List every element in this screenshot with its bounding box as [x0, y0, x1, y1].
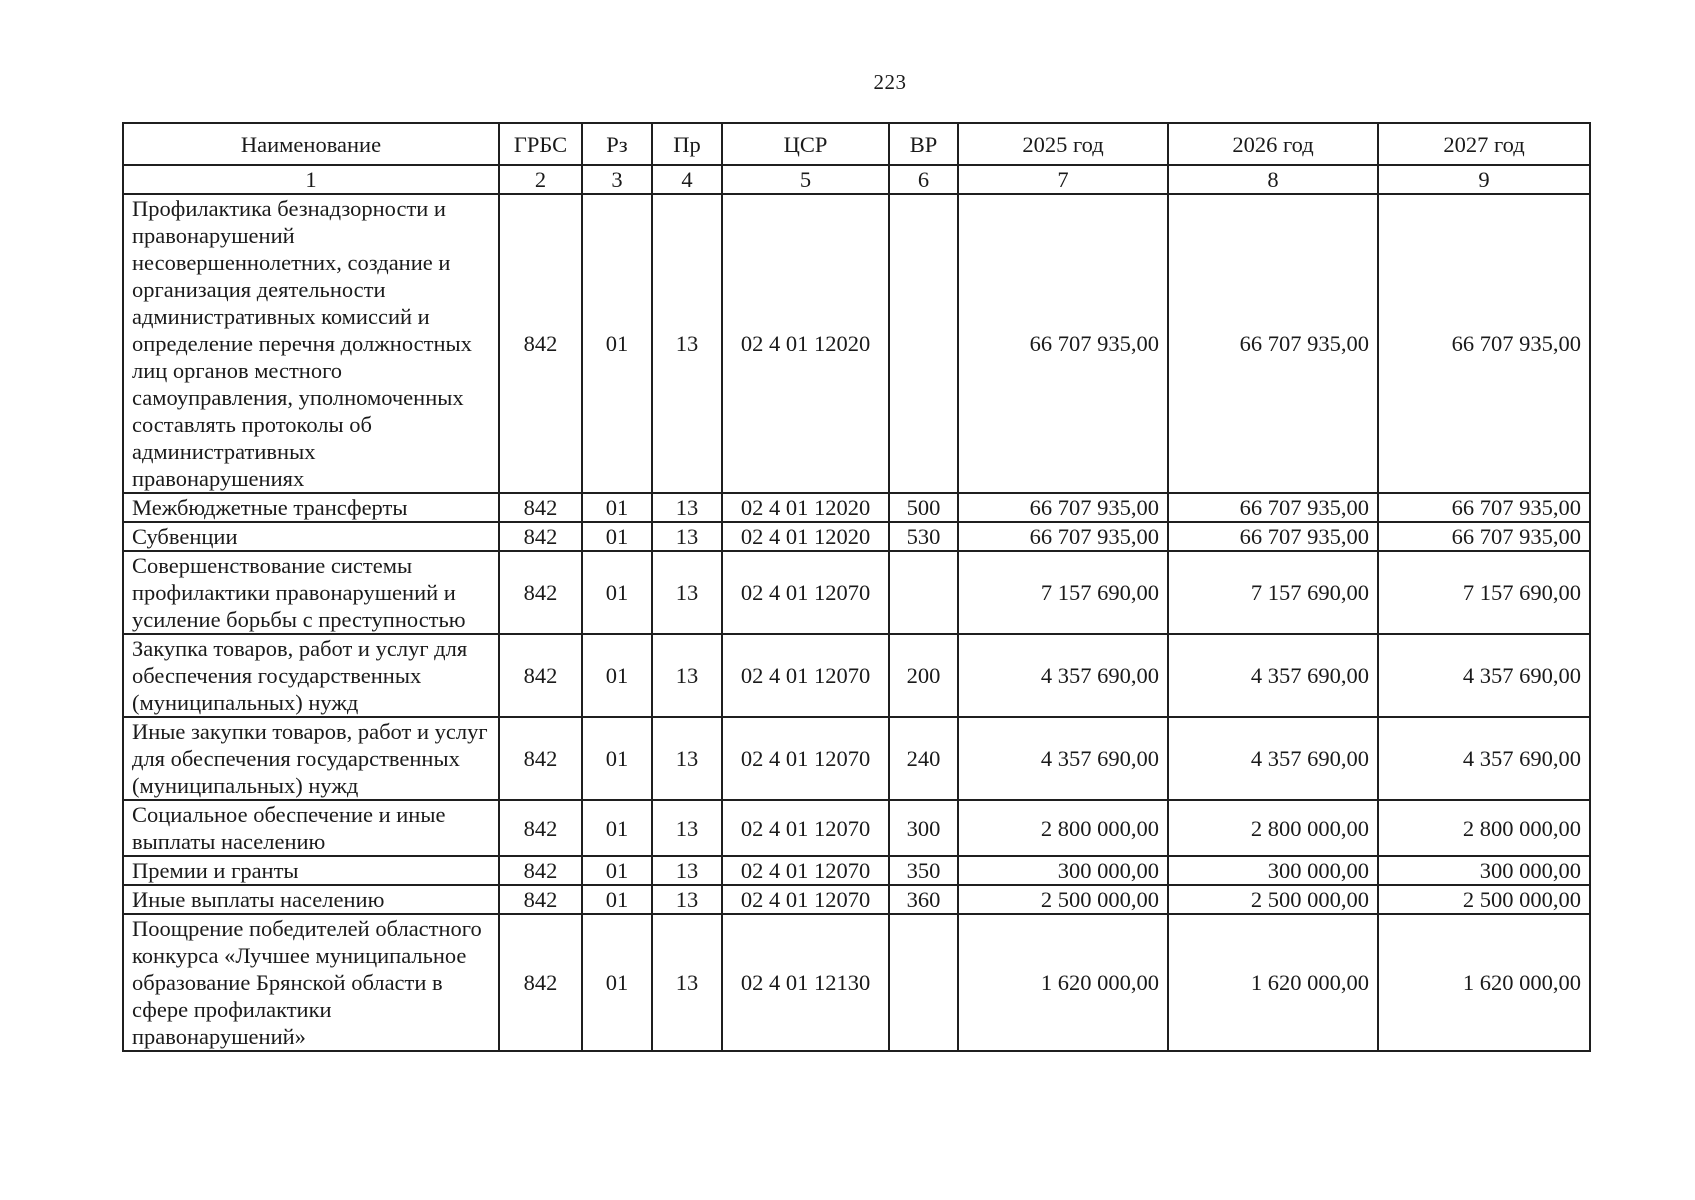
- vr-cell: 350: [889, 856, 958, 885]
- vr-cell: 240: [889, 717, 958, 800]
- csr-cell: 02 4 01 12070: [722, 634, 889, 717]
- row-name-cell: Поощрение победителей областного конкурса «Лучшее муниципальное образование Брянской области в сфере профилактики правонарушений»: [123, 914, 499, 1051]
- table-row: [123, 551, 1590, 634]
- rz-cell: 01: [582, 194, 652, 493]
- grbs-cell: 842: [499, 717, 582, 800]
- pr-cell: 13: [652, 856, 722, 885]
- table-row: [123, 717, 1590, 800]
- grbs-cell: 842: [499, 634, 582, 717]
- amount-2025-cell: 300 000,00: [958, 856, 1168, 885]
- csr-cell: 02 4 01 12130: [722, 914, 889, 1051]
- row-name-cell: Премии и гранты: [123, 856, 499, 885]
- column-number: 3: [582, 165, 652, 194]
- pr-cell: 13: [652, 493, 722, 522]
- row-name-cell: Совершенствование системы профилактики правонарушений и усиление борьбы с преступностью: [123, 551, 499, 634]
- csr-cell: 02 4 01 12070: [722, 551, 889, 634]
- table-row: [123, 800, 1590, 856]
- header-csr: ЦСР: [722, 123, 889, 165]
- vr-cell: [889, 551, 958, 634]
- rz-cell: 01: [582, 885, 652, 914]
- rz-cell: 01: [582, 634, 652, 717]
- csr-cell: 02 4 01 12070: [722, 856, 889, 885]
- vr-cell: [889, 914, 958, 1051]
- table-row: [123, 885, 1590, 914]
- pr-cell: 13: [652, 717, 722, 800]
- rz-cell: 01: [582, 493, 652, 522]
- table-row: [123, 493, 1590, 522]
- column-number: 9: [1378, 165, 1590, 194]
- amount-2027-cell: 66 707 935,00: [1378, 522, 1590, 551]
- header-pr: Пр: [652, 123, 722, 165]
- csr-cell: 02 4 01 12070: [722, 885, 889, 914]
- csr-cell: 02 4 01 12020: [722, 522, 889, 551]
- grbs-cell: 842: [499, 885, 582, 914]
- amount-2026-cell: 300 000,00: [1168, 856, 1378, 885]
- grbs-cell: 842: [499, 522, 582, 551]
- amount-2027-cell: 4 357 690,00: [1378, 634, 1590, 717]
- amount-2025-cell: 2 500 000,00: [958, 885, 1168, 914]
- grbs-cell: 842: [499, 856, 582, 885]
- grbs-cell: 842: [499, 551, 582, 634]
- column-number: 7: [958, 165, 1168, 194]
- page-number: 223: [873, 70, 907, 94]
- vr-cell: 530: [889, 522, 958, 551]
- grbs-cell: 842: [499, 493, 582, 522]
- row-name-cell: Субвенции: [123, 522, 499, 551]
- table-row: [123, 914, 1590, 1051]
- vr-cell: [889, 194, 958, 493]
- amount-2026-cell: 2 800 000,00: [1168, 800, 1378, 856]
- column-number: 1: [123, 165, 499, 194]
- amount-2026-cell: 7 157 690,00: [1168, 551, 1378, 634]
- column-number: 5: [722, 165, 889, 194]
- column-number: 2: [499, 165, 582, 194]
- header-2026: 2026 год: [1168, 123, 1378, 165]
- amount-2026-cell: 66 707 935,00: [1168, 522, 1378, 551]
- amount-2025-cell: 66 707 935,00: [958, 493, 1168, 522]
- vr-cell: 500: [889, 493, 958, 522]
- row-name-cell: Межбюджетные трансферты: [123, 493, 499, 522]
- amount-2026-cell: 66 707 935,00: [1168, 194, 1378, 493]
- amount-2025-cell: 7 157 690,00: [958, 551, 1168, 634]
- amount-2027-cell: 66 707 935,00: [1378, 493, 1590, 522]
- amount-2027-cell: 4 357 690,00: [1378, 717, 1590, 800]
- amount-2026-cell: 4 357 690,00: [1168, 634, 1378, 717]
- header-row: [123, 123, 1590, 165]
- column-number: 8: [1168, 165, 1378, 194]
- pr-cell: 13: [652, 634, 722, 717]
- rz-cell: 01: [582, 717, 652, 800]
- amount-2027-cell: 2 500 000,00: [1378, 885, 1590, 914]
- amount-2025-cell: 66 707 935,00: [958, 522, 1168, 551]
- row-name-cell: Профилактика безнадзорности и правонарушений несовершеннолетних, создание и организация деятельности административных комиссий и определение перечня должностных лиц органов местного самоуправления, уполномоченных составлять протоколы об административных правонарушениях: [123, 194, 499, 493]
- rz-cell: 01: [582, 914, 652, 1051]
- pr-cell: 13: [652, 885, 722, 914]
- rz-cell: 01: [582, 800, 652, 856]
- grbs-cell: 842: [499, 800, 582, 856]
- csr-cell: 02 4 01 12070: [722, 800, 889, 856]
- amount-2025-cell: 1 620 000,00: [958, 914, 1168, 1051]
- pr-cell: 13: [652, 194, 722, 493]
- pr-cell: 13: [652, 551, 722, 634]
- rz-cell: 01: [582, 856, 652, 885]
- table-row: [123, 194, 1590, 493]
- pr-cell: 13: [652, 522, 722, 551]
- amount-2025-cell: 4 357 690,00: [958, 717, 1168, 800]
- csr-cell: 02 4 01 12020: [722, 194, 889, 493]
- column-number-row: [123, 165, 1590, 194]
- amount-2026-cell: 2 500 000,00: [1168, 885, 1378, 914]
- amount-2025-cell: 4 357 690,00: [958, 634, 1168, 717]
- amount-2025-cell: 66 707 935,00: [958, 194, 1168, 493]
- amount-2027-cell: 7 157 690,00: [1378, 551, 1590, 634]
- vr-cell: 300: [889, 800, 958, 856]
- rz-cell: 01: [582, 551, 652, 634]
- csr-cell: 02 4 01 12020: [722, 493, 889, 522]
- header-vr: ВР: [889, 123, 958, 165]
- column-number: 4: [652, 165, 722, 194]
- table-row: [123, 634, 1590, 717]
- amount-2027-cell: 2 800 000,00: [1378, 800, 1590, 856]
- vr-cell: 200: [889, 634, 958, 717]
- grbs-cell: 842: [499, 194, 582, 493]
- header-2025: 2025 год: [958, 123, 1168, 165]
- table-row: [123, 522, 1590, 551]
- amount-2025-cell: 2 800 000,00: [958, 800, 1168, 856]
- column-number: 6: [889, 165, 958, 194]
- table-row: [123, 856, 1590, 885]
- row-name-cell: Социальное обеспечение и иные выплаты населению: [123, 800, 499, 856]
- grbs-cell: 842: [499, 914, 582, 1051]
- header-grbs: ГРБС: [499, 123, 582, 165]
- vr-cell: 360: [889, 885, 958, 914]
- row-name-cell: Иные выплаты населению: [123, 885, 499, 914]
- pr-cell: 13: [652, 800, 722, 856]
- header-2027: 2027 год: [1378, 123, 1590, 165]
- amount-2027-cell: 1 620 000,00: [1378, 914, 1590, 1051]
- pr-cell: 13: [652, 914, 722, 1051]
- row-name-cell: Закупка товаров, работ и услуг для обеспечения государственных (муниципальных) нужд: [123, 634, 499, 717]
- amount-2027-cell: 300 000,00: [1378, 856, 1590, 885]
- rz-cell: 01: [582, 522, 652, 551]
- amount-2027-cell: 66 707 935,00: [1378, 194, 1590, 493]
- header-rz: Рз: [582, 123, 652, 165]
- header-name: Наименование: [123, 123, 499, 165]
- amount-2026-cell: 66 707 935,00: [1168, 493, 1378, 522]
- amount-2026-cell: 4 357 690,00: [1168, 717, 1378, 800]
- row-name-cell: Иные закупки товаров, работ и услуг для обеспечения государственных (муниципальных) нужд: [123, 717, 499, 800]
- csr-cell: 02 4 01 12070: [722, 717, 889, 800]
- budget-table: [122, 122, 1591, 1052]
- amount-2026-cell: 1 620 000,00: [1168, 914, 1378, 1051]
